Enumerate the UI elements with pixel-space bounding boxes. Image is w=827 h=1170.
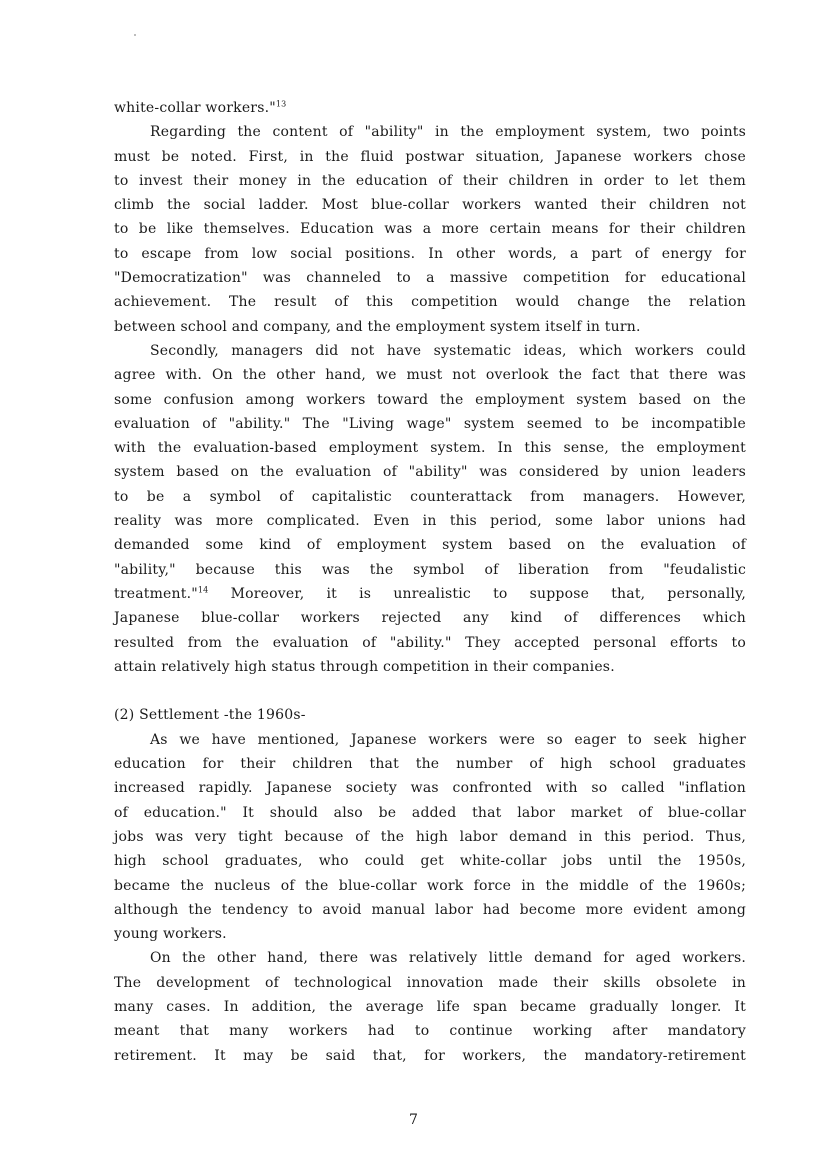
text-line: retirement. It may be said that, for workers, the mandatory-retirement [114, 1047, 746, 1064]
text-line: resulted from the evaluation of "ability." They accepted personal efforts to [114, 634, 746, 651]
document-body [114, 96, 746, 1068]
text-line: treatment."$^{14}$ Moreover, it is unrealistic to suppose that, personally, [114, 585, 746, 602]
text-line: system based on the evaluation of "ability" was considered by union leaders [114, 464, 746, 481]
text-line: attain relatively high status through competition in their companies. [114, 658, 615, 675]
text-line: demanded some kind of employment system based on the evaluation of [114, 537, 746, 554]
page-number: 7 [409, 1112, 418, 1128]
text-line: to be like themselves. Education was a more certain means for their children [114, 221, 746, 238]
scan-speck [134, 34, 136, 36]
text-line: agree with. On the other hand, we must not overlook the fact that there was [114, 367, 746, 384]
text-line: to be a symbol of capitalistic counterattack from managers. However, [114, 488, 746, 505]
text-line: Regarding the content of "ability" in the employment system, two points [150, 124, 746, 141]
text-line: achievement. The result of this competition would change the relation [114, 294, 746, 311]
text-line: some confusion among workers toward the employment system based on the [114, 391, 746, 408]
text-line: many cases. In addition, the average life span became gradually longer. It [114, 998, 746, 1015]
text-line: Japanese blue-collar workers rejected any kind of differences which [114, 610, 746, 627]
text-line: jobs was very tight because of the high labor demand in this period. Thus, [114, 828, 746, 845]
text-line: On the other hand, there was relatively little demand for aged workers. [150, 950, 746, 967]
text-line: "ability," because this was the symbol of liberation from "feudalistic [114, 561, 746, 578]
text-line: white-collar workers."$^{13}$ [114, 99, 287, 116]
text-line: Secondly, managers did not have systematic ideas, which workers could [150, 342, 746, 359]
text-line: reality was more complicated. Even in this period, some labor unions had [114, 513, 746, 530]
footnote-marker: 14 [197, 585, 209, 595]
text-line: The development of technological innovation made their skills obsolete in [114, 974, 746, 991]
text-line: of education." It should also be added that labor market of blue-collar [114, 804, 746, 821]
text-line: to invest their money in the education of their children in order to let them [114, 172, 746, 189]
text-line: with the evaluation-based employment system. In this sense, the employment [114, 440, 746, 457]
text-line: increased rapidly. Japanese society was confronted with so called "inflation [114, 780, 746, 797]
text-line: evaluation of "ability." The "Living wage" system seemed to be incompatible [114, 415, 746, 432]
text-line: high school graduates, who could get white-collar jobs until the 1950s, [114, 853, 746, 870]
text-line: "Democratization" was channeled to a massive competition for educational [114, 270, 746, 287]
section-heading: (2) Settlement -the 1960s- [114, 707, 306, 724]
text-line: education for their children that the number of high school graduates [114, 756, 746, 773]
footnote-marker: 13 [275, 99, 287, 109]
text-line: As we have mentioned, Japanese workers were so eager to seek higher [150, 731, 746, 748]
text-line: meant that many workers had to continue working after mandatory [114, 1023, 746, 1040]
text-line: must be noted. First, in the fluid postwar situation, Japanese workers chose [114, 148, 746, 165]
text-line: young workers. [114, 926, 227, 943]
text-line: climb the social ladder. Most blue-collar workers wanted their children not [114, 197, 746, 214]
text-line: became the nucleus of the blue-collar work force in the middle of the 1960s; [114, 877, 746, 894]
paragraph-gap [114, 679, 746, 703]
text-line: although the tendency to avoid manual labor had become more evident among [114, 901, 746, 918]
text-line: between school and company, and the employment system itself in turn. [114, 318, 641, 335]
text-line: to escape from low social positions. In other words, a part of energy for [114, 245, 746, 262]
